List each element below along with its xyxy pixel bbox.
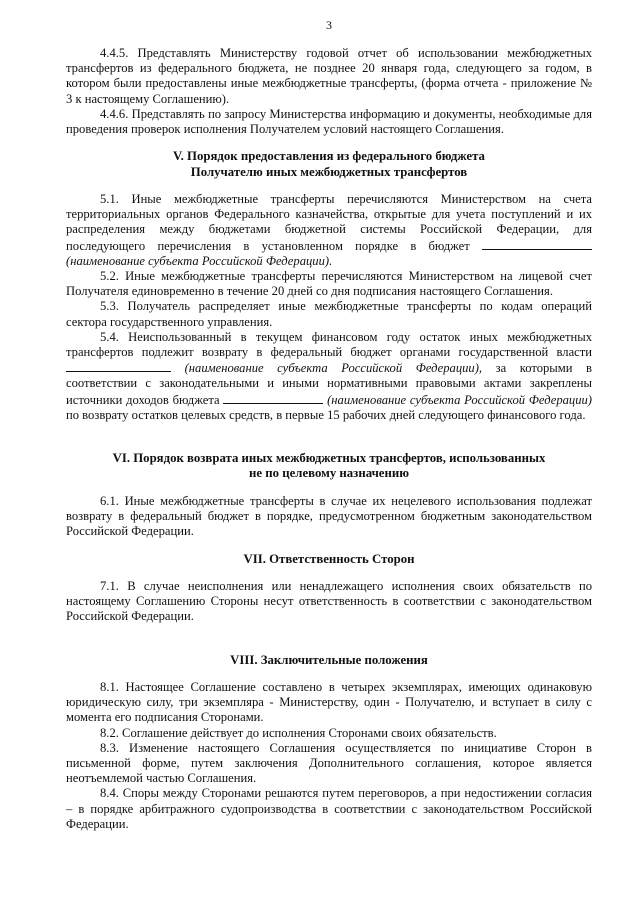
clause-5-1 bbox=[66, 192, 592, 269]
clause-5-1-text: 5.1. Иные межбюджетные трансферты перечисляются Министерством на счета территориальных органов Федерального казначейства, открытые для учета поступлений и их распределения между бюджетами бюджетной системы Российской Федерации, для последующего перечисления в установленном порядке в бюджет bbox=[66, 192, 592, 253]
blank-line bbox=[482, 238, 592, 250]
clause-5-4 bbox=[66, 330, 592, 423]
document-page bbox=[66, 18, 592, 832]
clause-5-1-note: (наименование субъекта Российской Федерации). bbox=[66, 253, 333, 268]
clause-5-3: 5.3. Получатель распределяет иные межбюджетные трансферты по кодам операций сектора государственного управления. bbox=[66, 299, 592, 329]
clause-5-2: 5.2. Иные межбюджетные трансферты перечисляются Министерством на лицевой счет Получателя единовременно в течение 20 дней со дня подписания настоящего Соглашения. bbox=[66, 269, 592, 299]
clause-8-3: 8.3. Изменение настоящего Соглашения осуществляется по инициативе Сторон в письменной форме, путем заключения Дополнительного соглашения, которое является неотъемлемой частью Соглашения. bbox=[66, 740, 592, 786]
clause-8-4: 8.4. Споры между Сторонами решаются путем переговоров, а при недостижении согласия – в порядке арбитражного судопроизводства в соответствии с законодательством Российской Федерации. bbox=[66, 786, 592, 831]
clause-5-4-part-a: 5.4. Неиспользованный в текущем финансовом году остаток иных межбюджетных трансфертов подлежит возврату в федеральный бюджет органами государственной власти bbox=[66, 329, 592, 360]
clause-5-4-note-1: (наименование субъекта Российской Федерации), bbox=[184, 361, 483, 376]
clause-8-1: 8.1. Настоящее Соглашение составлено в четырех экземплярах, имеющих одинаковую юридическую силу, три экземпляра - Министерству, один - Получателю, и вступает в силу с момента его подписания Сторонами. bbox=[66, 679, 592, 725]
clause-4-4-6: 4.4.6. Представлять по запросу Министерства информацию и документы, необходимые для проведения проверок исполнения Получателем условий настоящего Соглашения. bbox=[66, 106, 592, 137]
clause-4-4-5: 4.4.5. Представлять Министерству годовой отчет об использовании межбюджетных трансфертов из федерального бюджета, не позднее 20 января года, следующего за годом, в котором были предоставлены иные межбюджетные трансферты, (форма отчета - приложение № 3 к настоящему Соглашению). bbox=[66, 46, 592, 106]
blank-line bbox=[66, 360, 171, 372]
section-6-title: VI. Порядок возврата иных межбюджетных трансфертов, использованных не по целевому назначению bbox=[112, 451, 546, 481]
clause-6-1: 6.1. Иные межбюджетные трансферты в случае их нецелевого использования подлежат возврату в федеральный бюджет в порядке, предусмотренном бюджетным законодательством Российской Федерации. bbox=[66, 493, 592, 539]
page-number: 3 bbox=[326, 18, 332, 32]
section-7-title: VII. Ответственность Сторон bbox=[243, 551, 415, 566]
clause-8-2: 8.2. Соглашение действует до исполнения Сторонами своих обязательств. bbox=[100, 725, 497, 740]
blank-line bbox=[223, 392, 323, 404]
clause-7-1: 7.1. В случае неисполнения или ненадлежащего исполнения своих обязательств по настоящему Соглашению Стороны несут ответственность в соответствии с законодательством Российской Федерации. bbox=[66, 578, 592, 624]
clause-5-4-part-c: по возврату остатков целевых средств, в первые 15 рабочих дней следующего финансового года. bbox=[66, 407, 586, 422]
clause-5-4-part-b: за которыми в соответствии с законодательными и иными нормативными правовыми актами закреплены источники доходов бюджета bbox=[66, 361, 592, 407]
section-5-title: V. Порядок предоставления из федерального бюджета Получателю иных межбюджетных трансфертов bbox=[173, 149, 485, 179]
section-8-title: VIII. Заключительные положения bbox=[230, 652, 428, 667]
clause-5-4-note-2: (наименование субъекта Российской Федерации) bbox=[327, 392, 593, 407]
